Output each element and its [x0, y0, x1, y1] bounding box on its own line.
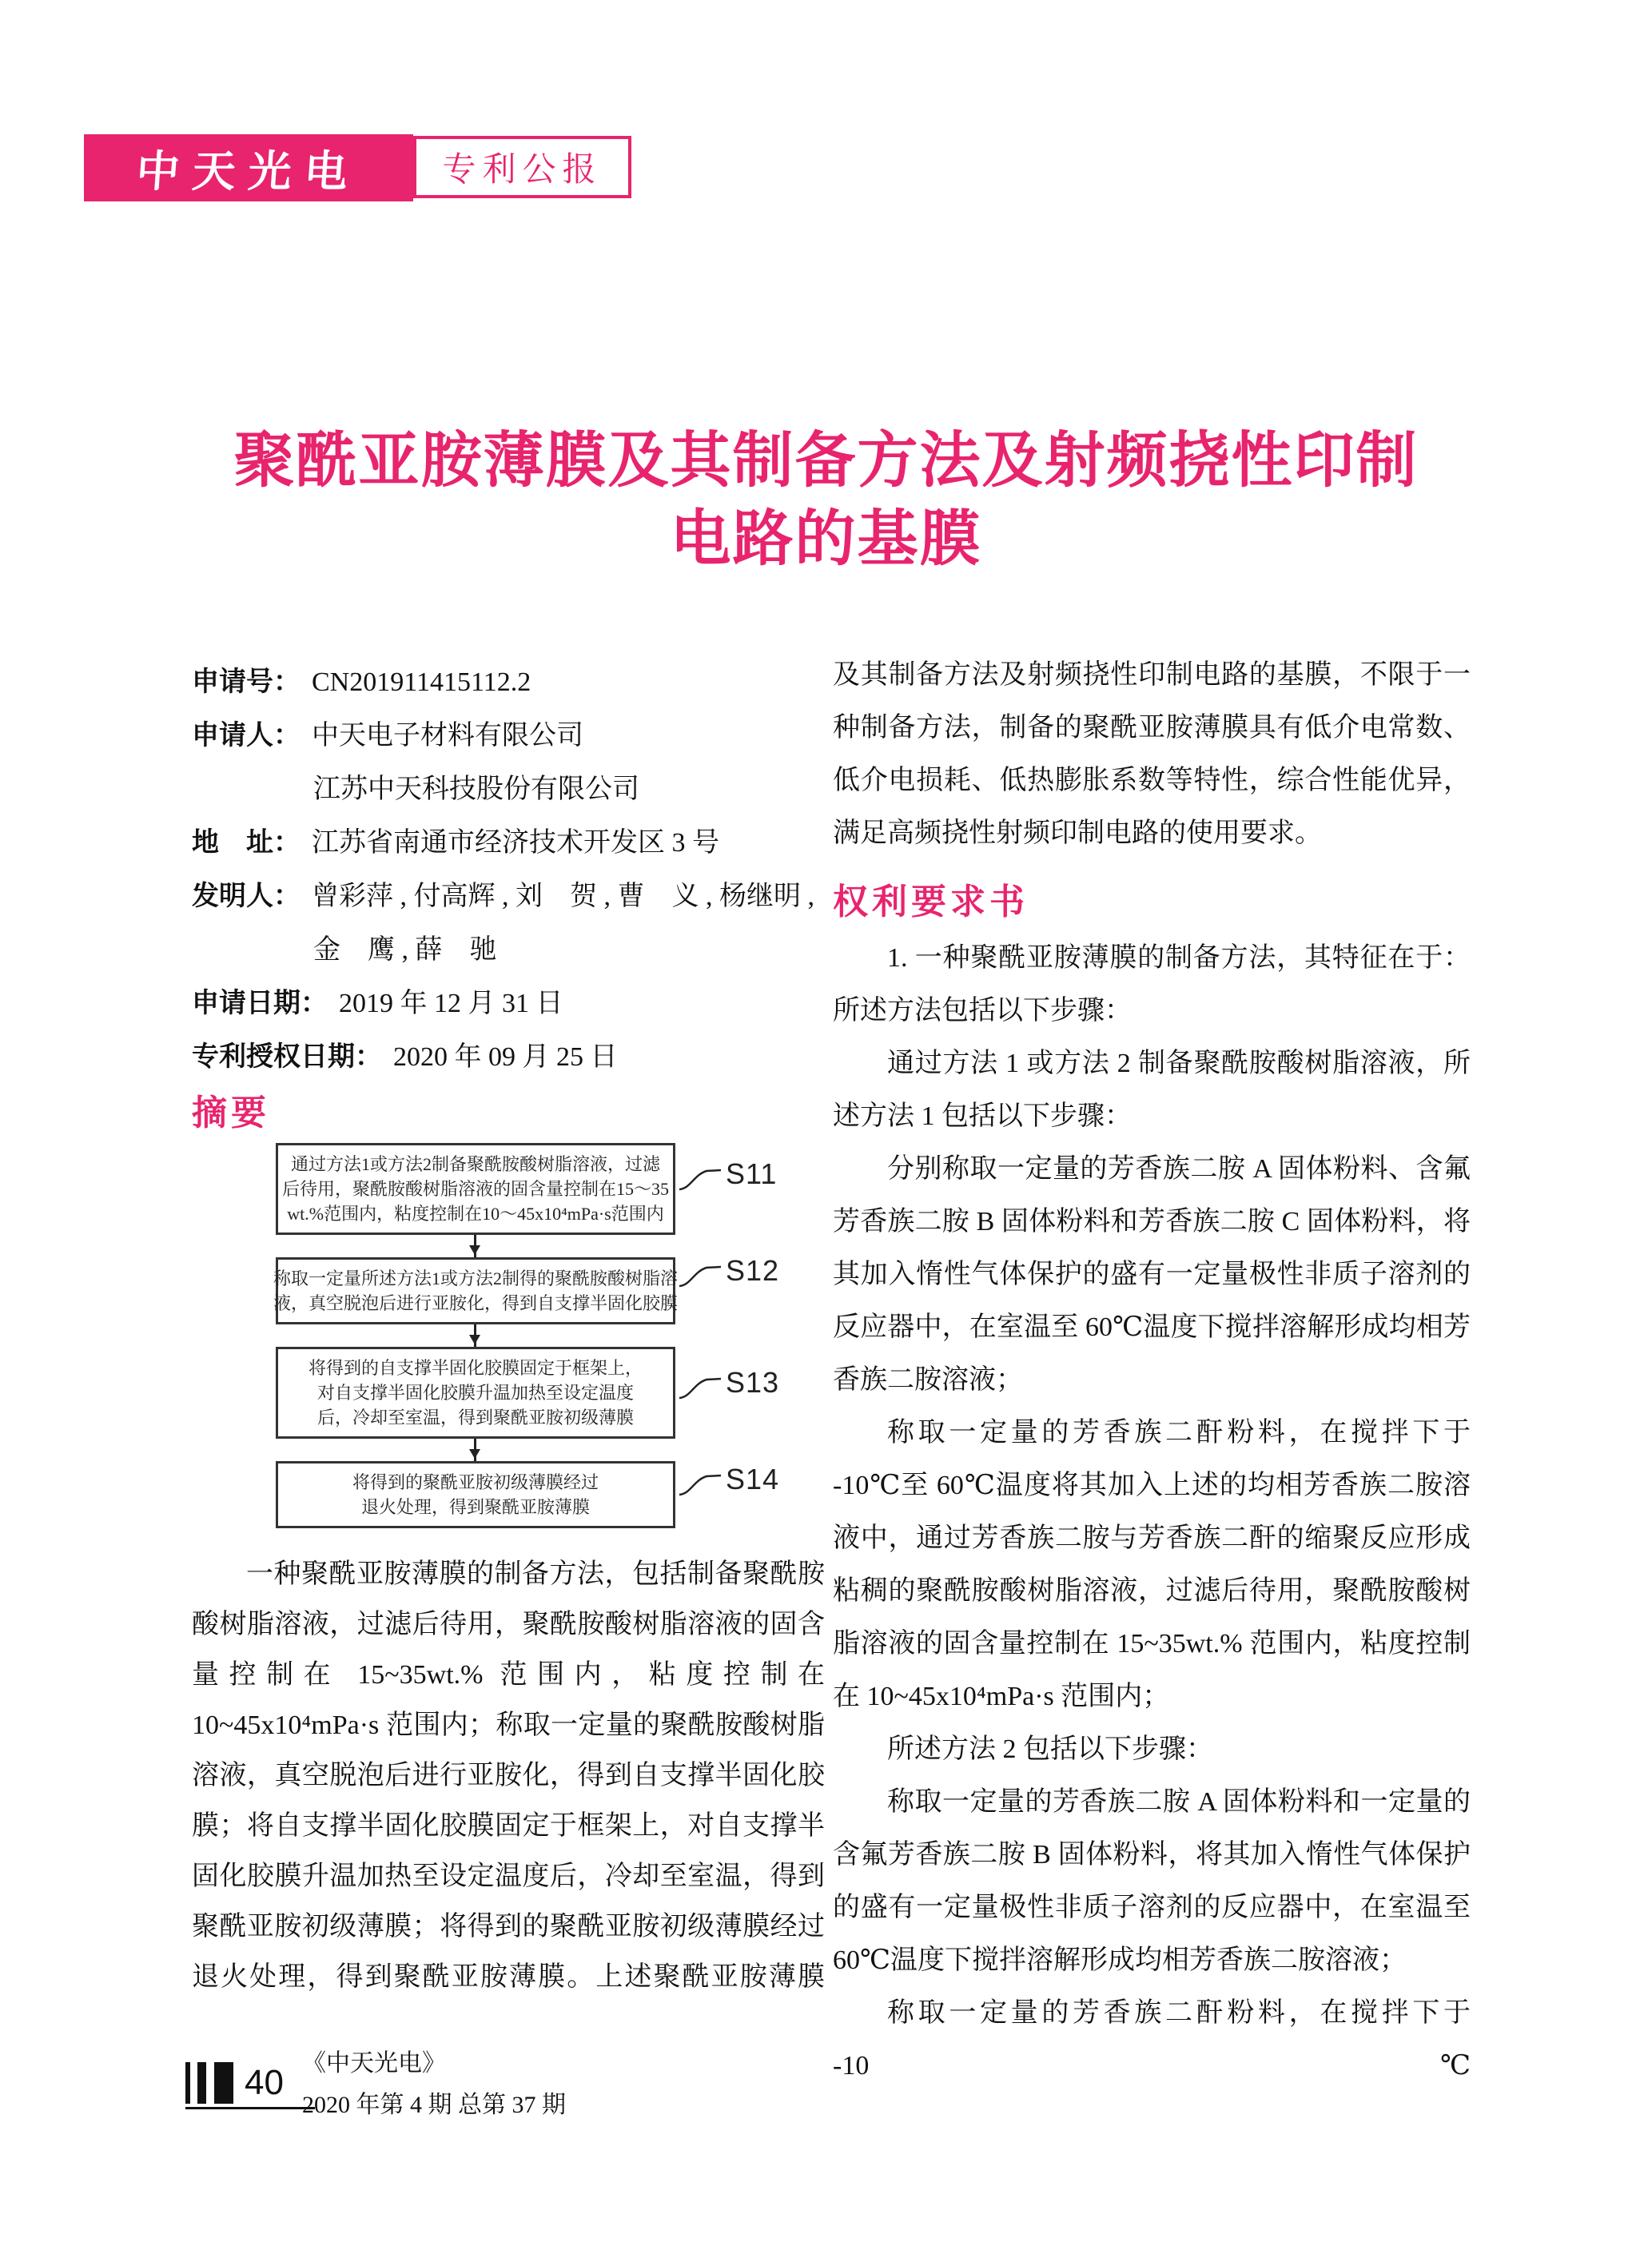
meta-application-number [192, 655, 825, 709]
header-logo-band [84, 134, 413, 201]
meta-applicant-2 [192, 763, 825, 816]
abstract-heading: 摘要 [192, 1093, 270, 1133]
claims-body [833, 932, 1471, 2093]
page-marker-bars [185, 2062, 315, 2104]
flow-box-text: 对自支撑半固化胶膜升温加热至设定温度 [316, 1383, 634, 1403]
claims-paragraph: 1. 一种聚酰亚胺薄膜的制备方法，其特征在于：所述方法包括以下步骤： [833, 943, 1471, 1025]
flow-box-text: 后待用，聚酰胺酸树脂溶液的固含量控制在15～35 [281, 1179, 669, 1199]
abstract-flowchart [273, 1143, 827, 1528]
flow-box-text: 液，真空脱泡后进行亚胺化，得到自支撑半固化胶膜 [273, 1293, 679, 1313]
flow-step-s11 [276, 1143, 778, 1235]
flow-box-text: wt.%范围内，粘度控制在10～45x10⁴mPa·s范围内 [287, 1204, 664, 1224]
flow-step-s13 [276, 1347, 780, 1439]
journal-name: 《中天光电》 [302, 2050, 446, 2077]
flow-box-text: 后，冷却至室温，得到聚酰亚胺初级薄膜 [316, 1408, 634, 1428]
meta-value: 金 鹰 , 薛 驰 [313, 935, 497, 965]
flow-box-text: 退火处理，得到聚酰亚胺薄膜 [360, 1497, 590, 1517]
footer-page-marker [185, 2062, 315, 2109]
patent-title-line1: 聚酰亚胺薄膜及其制备方法及射频挠性印制 [233, 428, 1419, 495]
meta-applicant [192, 709, 825, 763]
down-arrow-icon [474, 1235, 476, 1257]
meta-inventors-2 [192, 923, 825, 977]
callout-connector-icon [678, 1262, 723, 1289]
step-callout [678, 1463, 779, 1498]
step-label: S14 [726, 1463, 780, 1495]
claims-paragraph: 称取一定量的芳香族二酐粉料，在搅拌下于 -10℃至 60℃温度将其加入上述的均相芳香族二胺溶液中，通过芳香族二胺与芳香族二酐的缩聚反应形成粘稠的聚酰胺酸树脂溶液，过滤后待用，聚酰胺酸树脂溶液的固含量控制在 15~35wt.% 范围内，粘度控制在 10~45x10⁴mPa·s 范围内； [833, 1418, 1471, 1711]
meta-value: 曾彩萍 , 付高辉 , 刘 贺 , 曹 义 , 杨继明 , [312, 882, 814, 911]
flow-box [273, 1257, 679, 1324]
flow-box-text: 称取一定量所述方法1或方法2制得的聚酰胺酸树脂溶 [273, 1268, 679, 1288]
meta-inventors [192, 870, 825, 923]
step-label: S11 [726, 1157, 778, 1190]
callout-connector-icon [678, 1165, 723, 1193]
flow-box [276, 1347, 675, 1439]
flow-step-s14 [276, 1461, 780, 1528]
meta-value: 江苏省南通市经济技术开发区 3 号 [312, 828, 719, 858]
callout-connector-icon [678, 1374, 723, 1401]
meta-label: 地 址： [192, 827, 301, 858]
flow-box-text: 通过方法1或方法2制备聚酰胺酸树脂溶液，过滤 [290, 1154, 660, 1174]
meta-grant-date [192, 1030, 825, 1084]
flow-step-s12 [273, 1254, 780, 1324]
flow-box-text: 将得到的自支撑半固化胶膜固定于框架上， [308, 1358, 643, 1378]
patent-title [0, 422, 1652, 579]
flow-box [276, 1143, 675, 1235]
meta-label: 申请日期： [192, 988, 328, 1018]
step-label: S12 [726, 1254, 780, 1287]
claims-heading: 权利要求书 [833, 882, 1029, 922]
meta-label: 发明人： [192, 881, 301, 911]
meta-filing-date [192, 977, 825, 1030]
claims-paragraph: 称取一定量的芳香族二酐粉料，在搅拌下于 -10℃ [833, 1998, 1471, 2081]
claims-paragraph: 称取一定量的芳香族二胺 A 固体粉料和一定量的含氟芳香族二胺 B 固体粉料，将其加入惰性气体保护的盛有一定量极性非质子溶剂的反应器中，在室温至 60℃温度下搅拌溶解形成均相芳香族二胺溶液； [833, 1787, 1471, 1975]
flow-box [276, 1461, 675, 1528]
journal-issue: 2020 年第 4 期 总第 37 期 [302, 2092, 566, 2118]
abstract-continued-paragraph: 及其制备方法及射频挠性印制电路的基膜，不限于一种制备方法，制备的聚酰亚胺薄膜具有低介电常数、低介电损耗、低热膨胀系数等特性，综合性能优异，满足高频挠性射频印制电路的使用要求。 [833, 660, 1471, 848]
step-callout [678, 1157, 777, 1193]
claims-paragraph: 分别称取一定量的芳香族二胺 A 固体粉料、含氟芳香族二胺 B 固体粉料和芳香族二胺 C 固体粉料，将其加入惰性气体保护的盛有一定量极性非质子溶剂的反应器中，在室温至 60℃温度下搅拌溶解形成均相芳香族二胺溶液； [833, 1154, 1471, 1395]
patent-title-line2: 电路的基膜 [670, 506, 982, 573]
meta-label: 申请号： [192, 667, 301, 697]
abstract-paragraph: 一种聚酰亚胺薄膜的制备方法，包括制备聚酰胺酸树脂溶液，过滤后待用，聚酰胺酸树脂溶液的固含量控制在 15~35wt.% 范围内，粘度控制在 10~45x10⁴mPa·s 范围内；称取一定量的聚酰胺酸树脂溶液，真空脱泡后进行亚胺化，得到自支撑半固化胶膜；将自支撑半固化胶膜固定于框架上，对自支撑半固化胶膜升温加热至设定温度后，冷却至室温，得到聚酰亚胺初级薄膜；将得到的聚酰亚胺初级薄膜经过退火处理，得到聚酰亚胺薄膜。上述聚酰亚胺薄膜 [192, 1559, 825, 1992]
flow-box-text: 将得到的聚酰亚胺初级薄膜经过 [352, 1472, 599, 1492]
right-column [833, 649, 1471, 2093]
patent-metadata [192, 655, 825, 1084]
step-label: S13 [726, 1366, 780, 1399]
meta-value: CN201911415112.2 [312, 667, 531, 697]
page-marker-bars-icon [185, 2062, 235, 2104]
meta-value: 2020 年 09 月 25 日 [393, 1042, 618, 1072]
meta-value: 江苏中天科技股份有限公司 [313, 775, 639, 804]
claims-paragraph: 通过方法 1 或方法 2 制备聚酰胺酸树脂溶液，所述方法 1 包括以下步骤： [833, 1049, 1471, 1131]
footer-journal-info [302, 2043, 566, 2126]
claims-paragraph: 所述方法 2 包括以下步骤： [887, 1734, 1213, 1764]
down-arrow-icon [474, 1439, 476, 1461]
meta-address [192, 816, 825, 870]
gazette-badge-label: 专利公报 [442, 150, 603, 188]
meta-value: 中天电子材料有限公司 [312, 721, 583, 751]
callout-connector-icon [678, 1471, 723, 1498]
step-callout [678, 1366, 779, 1401]
down-arrow-icon [474, 1324, 476, 1347]
gazette-badge [413, 136, 631, 198]
company-logo: 中天光电 [134, 145, 362, 197]
footer-rule [185, 2107, 315, 2109]
page-number: 40 [245, 2063, 284, 2102]
meta-value: 2019 年 12 月 31 日 [339, 989, 563, 1018]
meta-label: 申请人： [192, 720, 301, 751]
step-callout [678, 1254, 779, 1289]
meta-label: 专利授权日期： [192, 1041, 382, 1072]
